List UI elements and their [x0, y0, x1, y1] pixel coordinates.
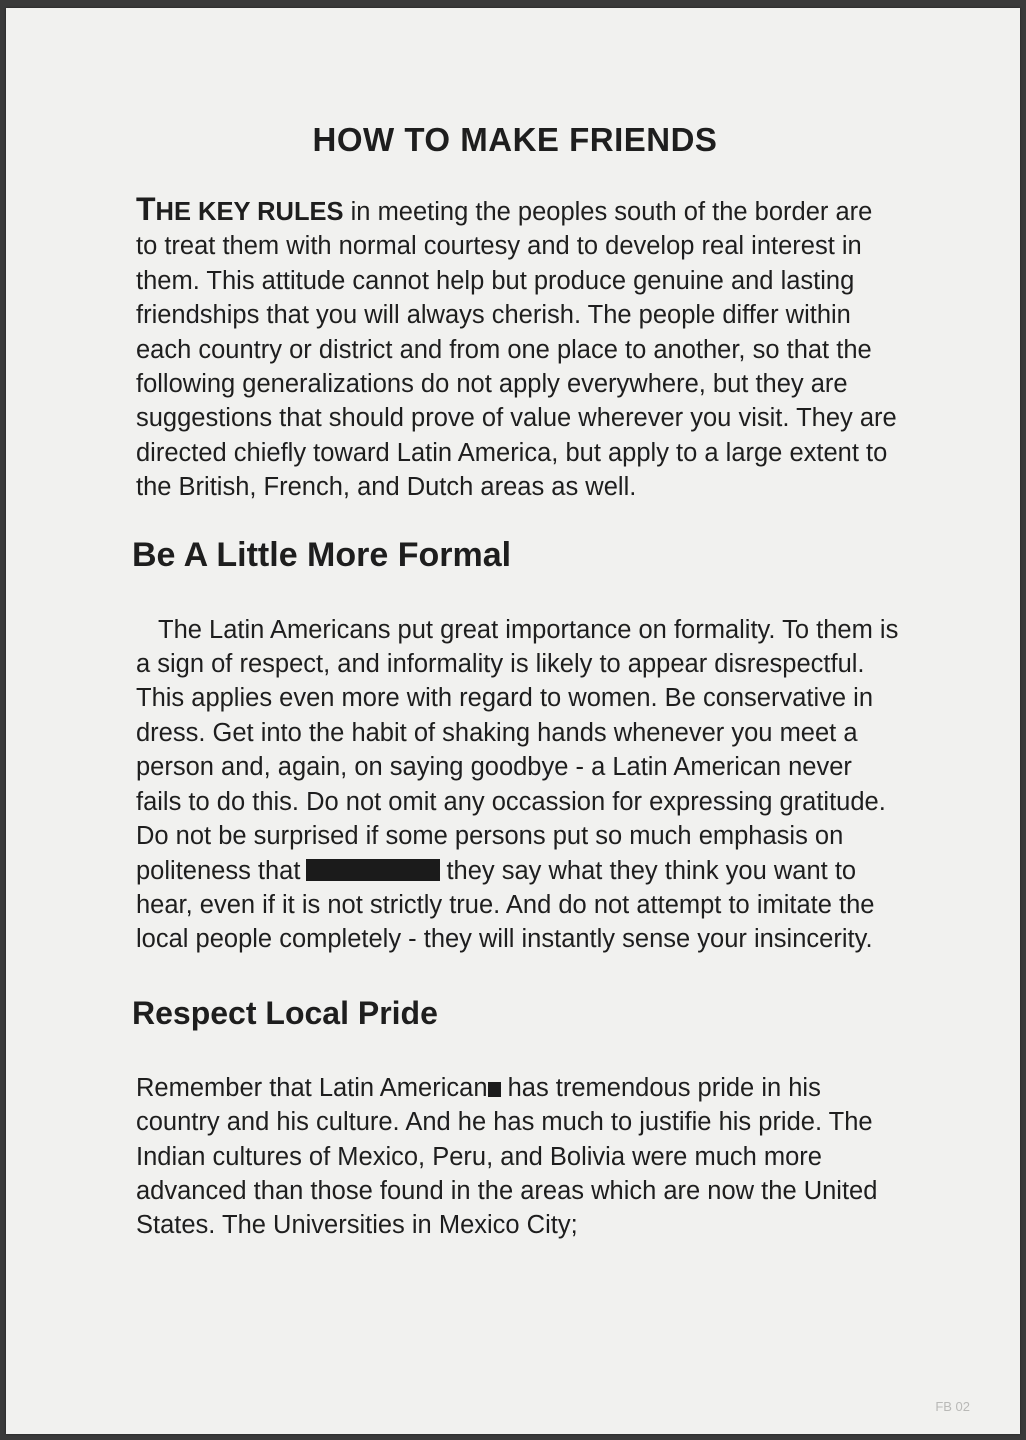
document-body — [130, 108, 900, 1243]
ink-blot — [488, 1082, 501, 1097]
document-title: HOW TO MAKE FRIENDS — [312, 121, 718, 158]
formal-text-before: The Latin Americans put great importance on formality. To them is a sign of respect, and informality is likely to appear disrespectful. This applies even more with regard to women. Be conservative in dress. Get into the habit of shaking hands whenever you meet a person and, again, on saying goodbye - a Latin American never fails to do this. Do not omit any occassion for expressing gratitude. Do not be surprised if some persons put so much emphasis on politeness that — [136, 615, 899, 885]
intro-paragraph — [130, 192, 900, 505]
section-heading-formal: Be A Little More Formal — [132, 535, 512, 574]
formal-paragraph — [130, 613, 900, 957]
lead-words: HE KEY RULES — [155, 198, 344, 226]
pride-text-rest: has tremendous pride in his country and his culture. And he has much to justifie his pride. The Indian cultures of Mexico, Peru, and Bolivia were much more advanced than those found in the areas which are now the United States. The Universities in Mexico City; — [136, 1073, 878, 1240]
pride-paragraph — [130, 1071, 900, 1243]
redaction-bar — [306, 859, 440, 881]
intro-text: in meeting the peoples south of the border are to treat them with normal courtesy and to develop real interest in them. This attitude cannot help but produce genuine and lasting friendships that you will always cherish. The people differ within each country or district and from one place to another, so that the following generalizations do not apply everywhere, but they are suggestions that should prove of value wherever you visit. They are directed chiefly toward Latin America, but apply to a large extent to the British, French, and Dutch areas as well. — [136, 198, 897, 502]
page-mark: FB 02 — [935, 1399, 970, 1414]
drop-cap: T — [136, 191, 156, 227]
formal-text-after: they say what they think you want to hear, even if it is not strictly true. And do not attempt to imitate the local people completely - they will instantly sense your insincerity. — [136, 856, 875, 954]
section-heading-pride: Respect Local Pride — [132, 994, 438, 1031]
pride-text-start: Remember that Latin American — [136, 1073, 488, 1102]
paper-sheet — [6, 8, 1020, 1434]
